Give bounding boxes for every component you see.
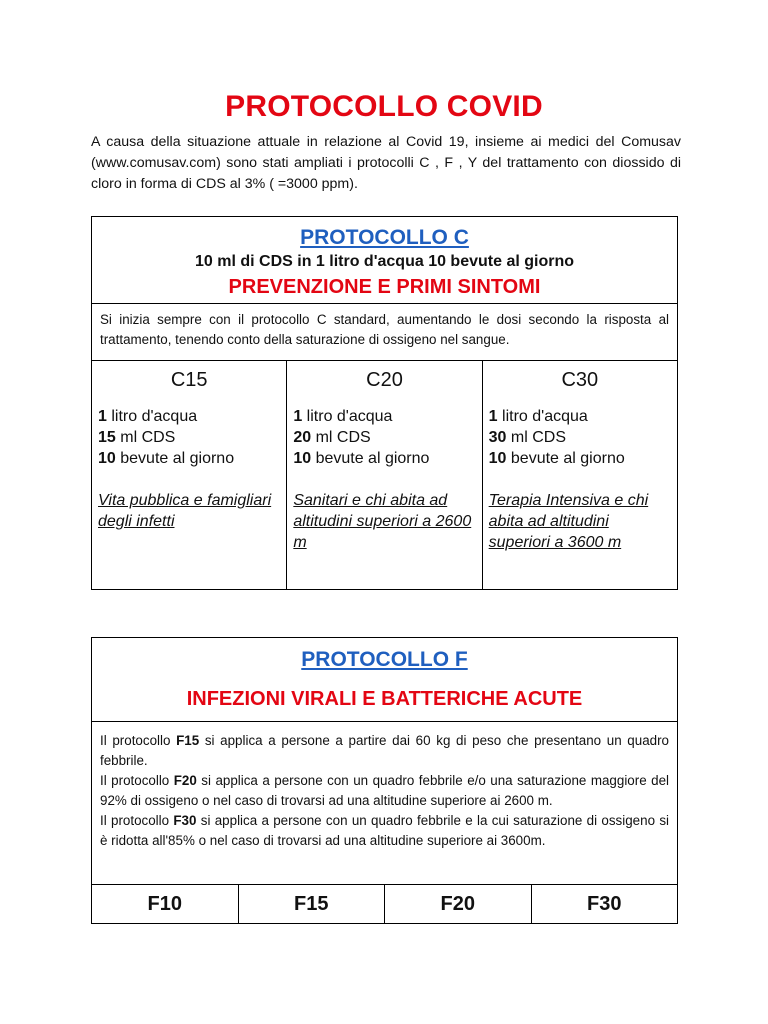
protocol-c-subtitle: 10 ml di CDS in 1 litro d'acqua 10 bevute al giorno	[195, 253, 574, 270]
protocol-f-cells	[92, 885, 677, 923]
protocol-c-columns	[92, 361, 677, 589]
cell-f15: F15	[239, 885, 386, 923]
protocol-f20-paragraph: Il protocollo F20 si applica a persone con un quadro febbrile e/o una saturazione maggiore del 92% di ossigeno o nel caso di trovarsi ad una altitudine superiore ai 2600 m.	[100, 773, 669, 808]
protocol-c-label: PREVENZIONE E PRIMI SINTOMI	[228, 276, 541, 298]
protocol-f-box	[91, 637, 678, 924]
cell-f20: F20	[385, 885, 532, 923]
column-c20	[287, 361, 482, 589]
protocol-c-description: Si inizia sempre con il protocollo C standard, aumentando le dosi secondo la risposta al trattamento, tenendo conto della saturazione di ossigeno nel sangue.	[92, 304, 677, 361]
intro-paragraph: A causa della situazione attuale in relazione al Covid 19, insieme ai medici del Comusav (www.comusav.com) sono stati ampliati i protocolli C , F , Y del trattamento con diossido di cloro in forma di CDS al 3% ( =3000 ppm).	[91, 134, 681, 192]
column-note: Sanitari e chi abita ad altitudini superiori a 2600 m	[293, 492, 472, 551]
column-note: Vita pubblica e famigliari degli infetti	[98, 492, 272, 530]
intake-line: 10 bevute al giorno	[98, 450, 235, 467]
cell-f10: F10	[92, 885, 239, 923]
protocol-c-name: PROTOCOLLO C	[300, 226, 469, 249]
protocol-f15-paragraph: Il protocollo F15 si applica a persone a partire dai 60 kg di peso che presentano un quadro febbrile.	[100, 733, 670, 768]
protocol-f-header	[92, 638, 677, 722]
column-name: C15	[170, 369, 208, 391]
intake-line: 10 bevute al giorno	[293, 450, 430, 467]
water-line: 1 litro d'acqua	[98, 408, 198, 425]
protocol-f-label: INFEZIONI VIRALI E BATTERICHE ACUTE	[186, 688, 583, 710]
cell-f30: F30	[587, 893, 622, 915]
protocol-c-box	[91, 216, 678, 590]
column-c30	[483, 361, 677, 589]
water-line: 1 litro d'acqua	[293, 408, 393, 425]
column-name: C30	[561, 369, 599, 391]
column-name: C20	[366, 369, 403, 391]
protocol-c-header	[92, 217, 677, 304]
page-title: PROTOCOLLO COVID	[225, 90, 543, 123]
intake-line: 10 bevute al giorno	[488, 450, 625, 467]
protocol-f-description	[92, 722, 677, 885]
protocol-f30-paragraph: Il protocollo F30 si applica a persone con un quadro febbrile e la cui saturazione di ossigeno si è ridotta all'85% o nel caso di trovarsi ad una altitudine superiore ai 3600m.	[100, 813, 669, 848]
dose-line: 15 ml CDS	[98, 429, 176, 446]
protocol-f-name: PROTOCOLLO F	[301, 648, 468, 671]
column-note: Terapia Intensiva e chi abita ad altitudini superiori a 3600 m	[488, 492, 649, 551]
column-c15	[92, 361, 287, 589]
water-line: 1 litro d'acqua	[488, 408, 588, 425]
dose-line: 30 ml CDS	[488, 429, 567, 446]
dose-line: 20 ml CDS	[293, 429, 371, 446]
